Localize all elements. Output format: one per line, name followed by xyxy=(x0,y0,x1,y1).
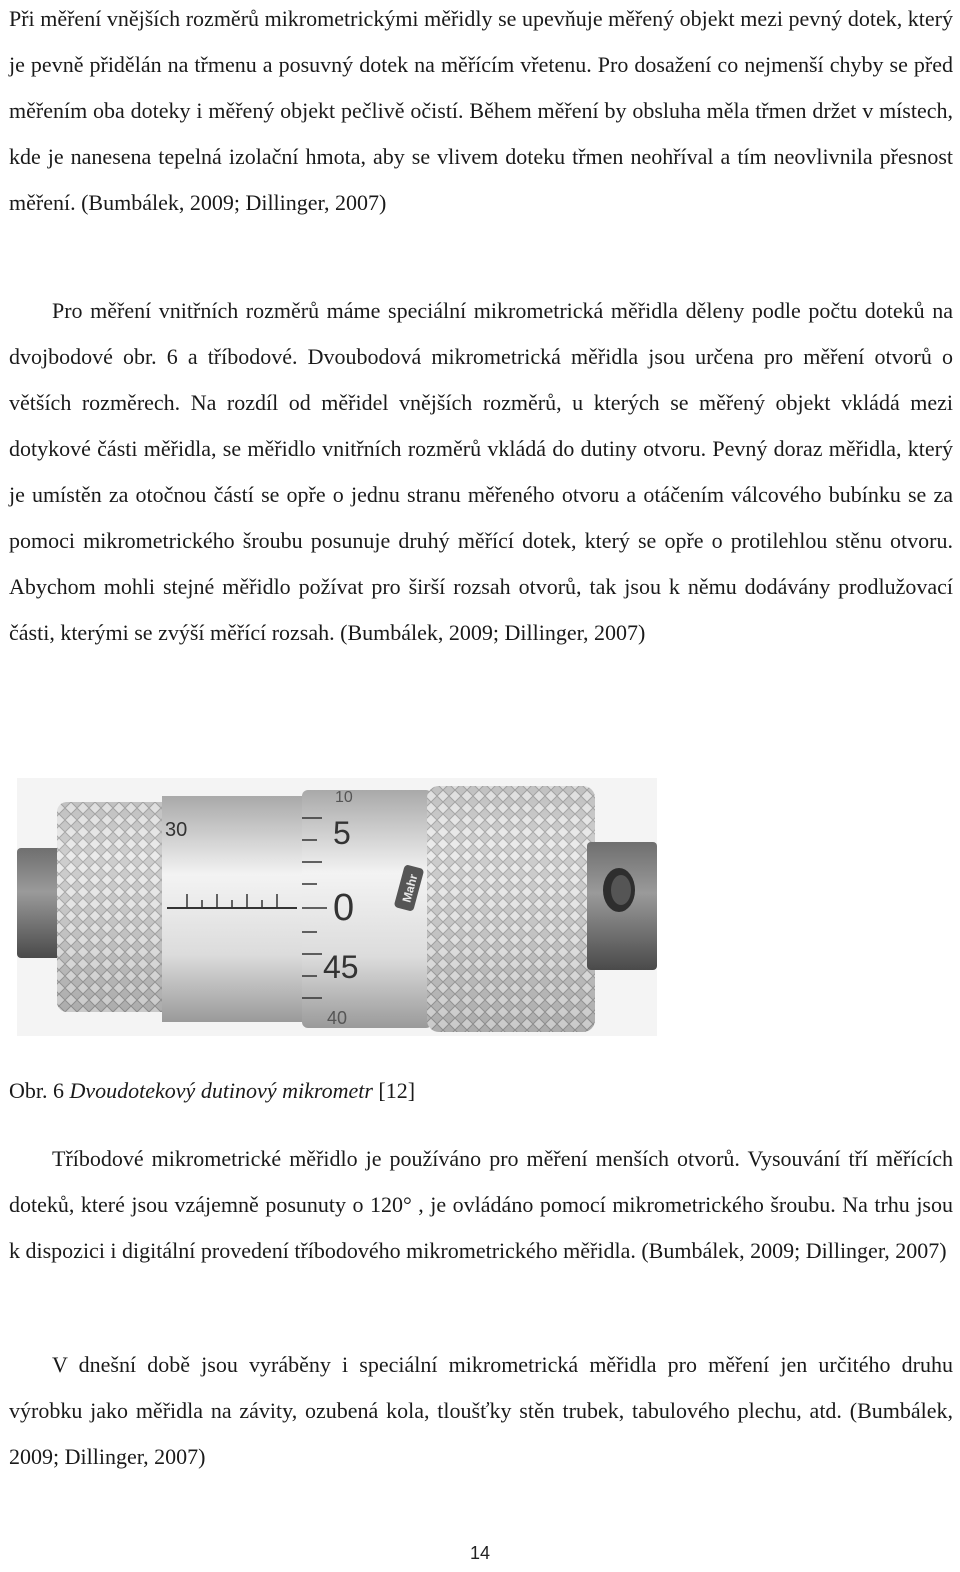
caption-title: Dvoudotekový dutinový mikrometr xyxy=(69,1078,373,1103)
caption-reference: [12] xyxy=(372,1078,416,1103)
paragraph-three-point: Tříbodové mikrometrické měřidlo je používáno pro měření menších otvorů. Vysouvání tří měřících doteků, které jsou vzájemně posunuty o 120° , je ovládáno pomocí mikrometrického šroubu. Na trhu jsou k dispozici i digitální provedení tříbodového mikrometrického měřidla. (Bumbálek, 2009; Dillinger, 2007) xyxy=(9,1146,953,1263)
thimble-label-0: 0 xyxy=(333,887,355,929)
brand-logo-text: Mahr xyxy=(399,872,421,904)
page-number: 14 xyxy=(469,1543,491,1563)
thimble-label-40: 40 xyxy=(327,1008,348,1028)
paragraph-internal-measurement: Pro měření vnitřních rozměrů máme speciální mikrometrická měřidla děleny podle počtu doteků na dvojbodové obr. 6 a tříbodové. Dvoubodová mikrometrická měřidla jsou určena pro měření otvorů o větších rozměrech. Na rozdíl od měřidel vnějších rozměrů, u kterých se měřený objekt vkládá mezi dotykové části měřidla, se měřidlo vnitřních rozměrů vkládá do dutiny otvoru. Pevný doraz měřidla, který je umístěn za otočnou částí se opře o jednu stranu měřeného otvoru a otáčením válcového bubínku se za pomoci mikrometrického šroubu posunuje druhý měřící dotek, který se opře o protilehlou stěnu otvoru. Abychom mohli stejné měřidlo požívat pro širší rozsah otvorů, tak jsou k němu dodávány prodlužovací části, kterými se zvýší měřící rozsah. (Bumbálek, 2009; Dillinger, 2007) xyxy=(9,298,953,645)
paragraph-external-measurement: Při měření vnějších rozměrů mikrometrickými měřidly se upevňuje měřený objekt mezi pevný dotek, který je pevně přidělán na třmenu a posuvný dotek na měřícím vřetenu. Pro dosažení co nejmenší chyby se před měřením oba doteky i měřený objekt pečlivě očistí. Během měření by obsluha měla třmen držet v místech, kde je nanesena tepelná izolační hmota, aby se vlivem doteku třmen neohříval a tím neovlivnila přesnost měření. (Bumbálek, 2009; Dillinger, 2007) xyxy=(9,6,953,215)
sleeve-scale-label: 30 xyxy=(165,819,188,841)
thimble-label-5: 5 xyxy=(333,815,351,851)
micrometer-photo xyxy=(17,778,657,1036)
thimble-label-10: 10 xyxy=(335,789,353,806)
caption-prefix: Obr. 6 xyxy=(9,1078,70,1103)
paragraph-special-gauges: V dnešní době jsou vyráběny i speciální mikrometrická měřidla pro měření jen určitého druhu výrobku jako měřidla na závity, ozubená kola, tloušťky stěn trubek, tabulového plechu, atd. (Bumbálek, 2009; Dillinger, 2007) xyxy=(9,1352,953,1469)
thimble-label-45: 45 xyxy=(323,949,359,985)
figure-caption xyxy=(9,1068,415,1114)
